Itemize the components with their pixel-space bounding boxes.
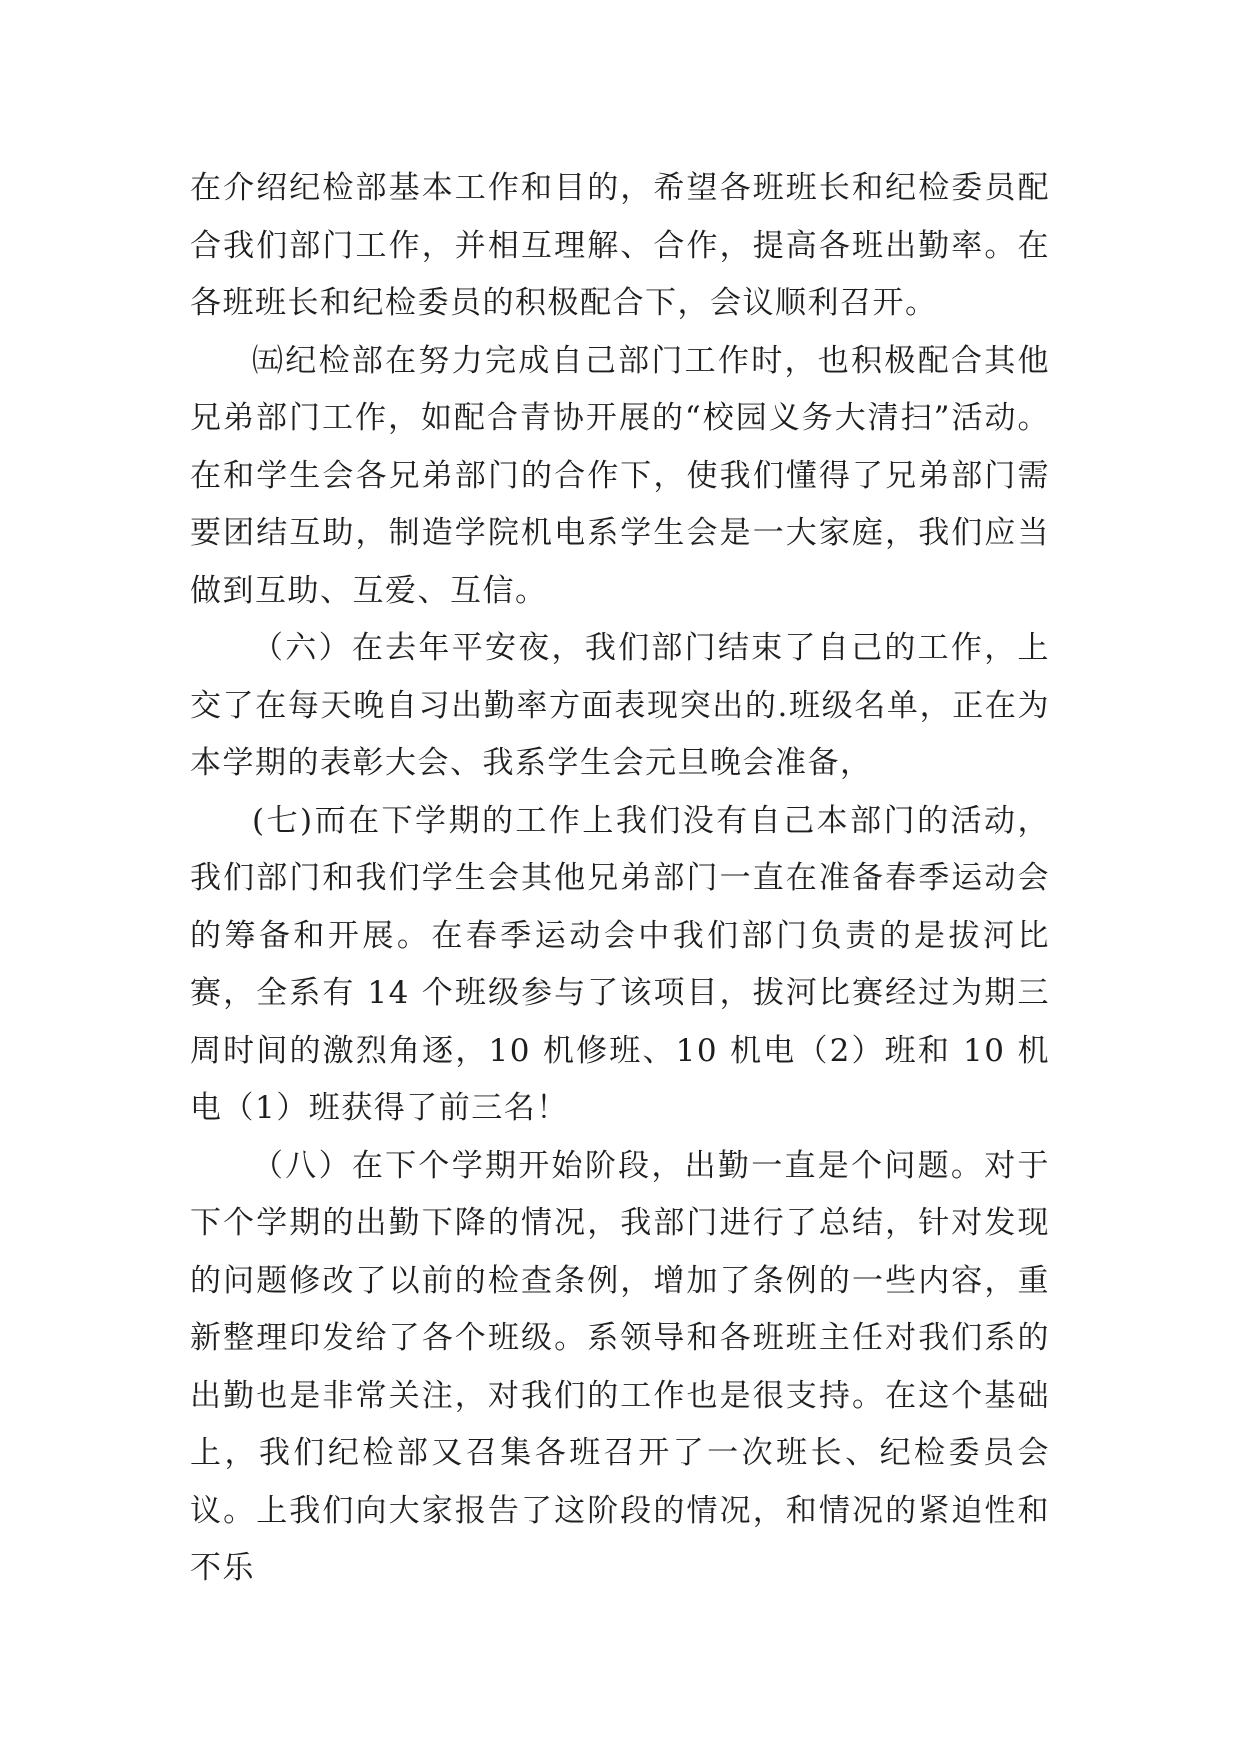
paragraph-3: （六）在去年平安夜，我们部门结束了自己的工作，上交了在每天晚自习出勤率方面表现突出的.班级名单，正在为本学期的表彰大会、我系学生会元旦晚会准备， [190,630,1050,781]
paragraph-1: 在介绍纪检部基本工作和目的，希望各班班长和纪检委员配合我们部门工作，并相互理解、合作，提高各班出勤率。在各班班长和纪检委员的积极配合下，会议顺利召开。 [190,170,1050,321]
document-body [190,160,1050,1598]
paragraph-2: ㈤纪检部在努力完成自己部门工作时，也积极配合其他兄弟部门工作，如配合青协开展的“校园义务大清扫”活动。在和学生会各兄弟部门的合作下，使我们懂得了兄弟部门需要团结互助，制造学院机电系学生会是一大家庭，我们应当做到互助、互爱、互信。 [190,342,1050,609]
paragraph-5: （八）在下个学期开始阶段，出勤一直是个问题。对于下个学期的出勤下降的情况，我部门进行了总结，针对发现的问题修改了以前的检查条例，增加了条例的一些内容，重新整理印发给了各个班级。系领导和各班班主任对我们系的出勤也是非常关注，对我们的工作也是很支持。在这个基础上，我们纪检部又召集各班召开了一次班长、纪检委员会议。上我们向大家报告了这阶段的情况，和情况的紧迫性和不乐 [190,1147,1050,1586]
paragraph-4: (七)而在下学期的工作上我们没有自己本部门的活动，我们部门和我们学生会其他兄弟部门一直在准备春季运动会的筹备和开展。在春季运动会中我们部门负责的是拔河比赛，全系有 14 个班级参与了该项目，拔河比赛经过为期三周时间的激烈角逐，10 机修班、10 机电（2）班和 10 机电（1）班获得了前三名！ [190,802,1050,1126]
